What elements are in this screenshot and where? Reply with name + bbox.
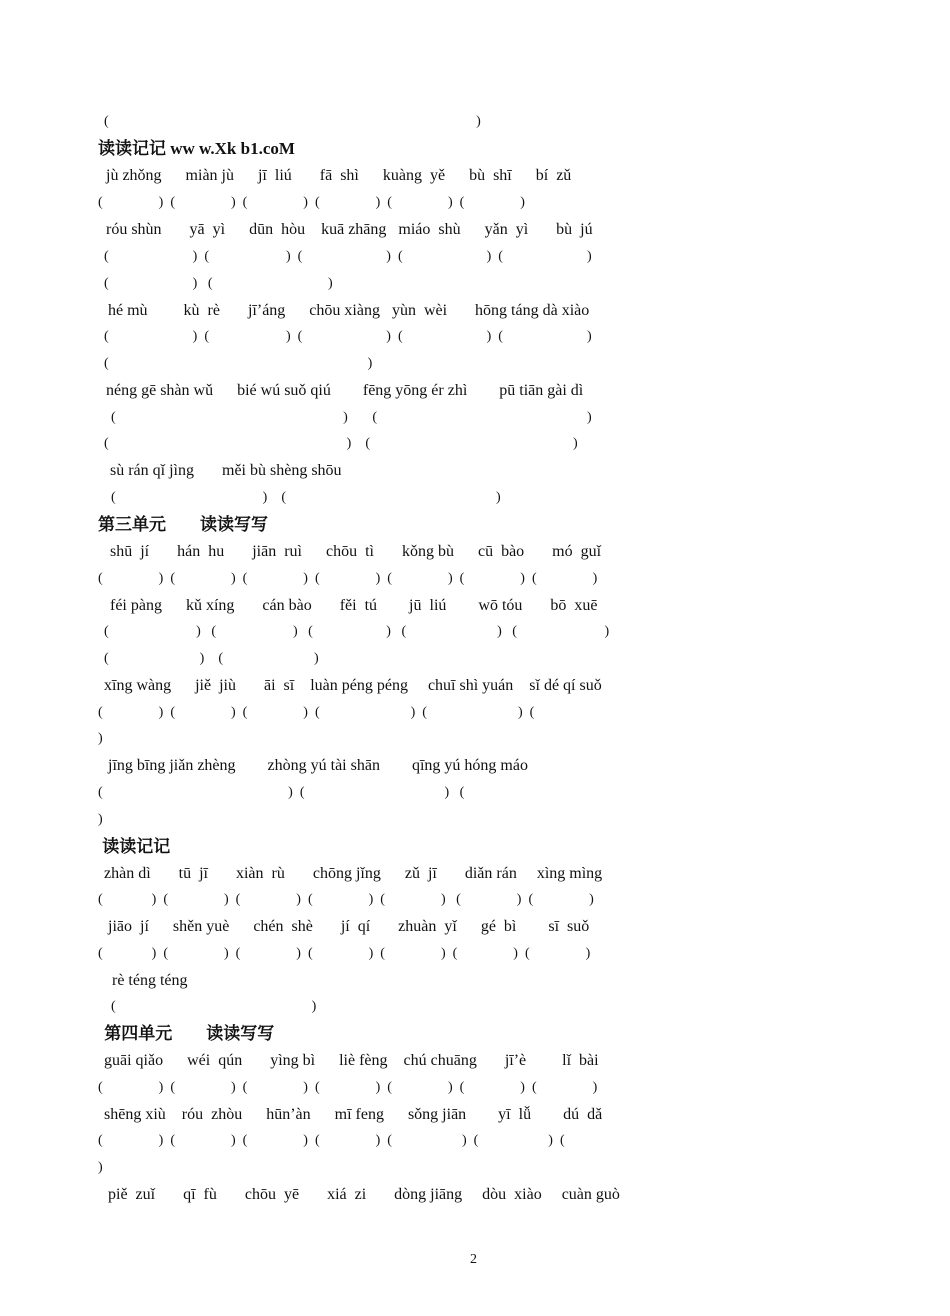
answer-blank-line: ) <box>98 731 103 746</box>
answer-blank-line: ( ) ( ) <box>104 651 319 666</box>
pinyin-line: guāi qiǎo wéi qún yìng bì liè fèng chú chuāng jī’è lǐ bài <box>100 1052 599 1069</box>
pinyin-line: hé mù kù rè jī’áng chōu xiàng yùn wèi hōng táng dà xiào <box>100 302 590 319</box>
pinyin-line: zhàn dì tū jī xiàn rù chōng jǐng zǔ jī diǎn rán xìng mìng <box>100 865 603 882</box>
answer-blank-line: ( ) ( ) <box>104 410 592 425</box>
answer-blank-line: ( ) ( ) ( ) ( ) ( ) ( ) ( ) <box>98 1080 598 1095</box>
answer-blank-line: ( ) ( ) ( ) ( ) ( ) <box>104 624 610 639</box>
answer-blank-line: ( ) <box>104 999 317 1014</box>
answer-blank-line: ( ) ( ) ( ) ( ) ( ) ( ) ( <box>98 1133 565 1148</box>
pinyin-line: piě zuǐ qī fù chōu yē xiá zi dòng jiāng dòu xiào cuàn guò <box>100 1186 620 1203</box>
pinyin-line: shū jí hán hu jiān ruì chōu tì kǒng bù cū bào mó guǐ <box>98 543 602 560</box>
pinyin-line: néng gē shàn wǔ bié wú suǒ qiú fēng yōng ér zhì pū tiān gài dì <box>98 382 584 399</box>
section-heading-du-du-ji-ji: 读读记记 <box>98 837 171 856</box>
pinyin-line: xīng wàng jiě jiù āi sī luàn péng péng chuī shì yuán sǐ dé qí suǒ <box>100 677 602 694</box>
answer-blank-line: ( ) ( ) <box>104 276 333 291</box>
page-number: 2 <box>470 1252 477 1267</box>
answer-blank-line: ( ) <box>104 356 373 371</box>
answer-blank-line: ( ) ( ) ( ) ( ) ( ) ( ) <box>98 195 525 210</box>
answer-blank-line: ( ) ( ) ( ) ( ) ( ) <box>104 249 592 264</box>
pinyin-line: jiāo jí shěn yuè chén shè jí qí zhuàn yǐ gé bì sī suǒ <box>100 918 590 935</box>
answer-blank-line: ) <box>98 1160 103 1175</box>
unit-four-heading: 第四单元 读读写写 <box>100 1024 275 1043</box>
answer-blank-line: ( ) ( ) ( <box>98 785 465 800</box>
answer-blank-line: ( ) ( ) ( ) ( ) ( ) ( ) ( ) <box>98 892 594 907</box>
pinyin-line: féi pàng kǔ xíng cán bào fěi tú jū liú wō tóu bō xuē <box>98 597 598 614</box>
pinyin-line: jù zhǒng miàn jù jī liú fā shì kuàng yě bù shī bí zǔ <box>98 167 572 184</box>
answer-blank-line: ( ) ( ) ( ) ( ) ( ) ( <box>98 705 535 720</box>
answer-blank-line: ( ) ( ) ( ) ( ) ( ) <box>104 329 592 344</box>
answer-blank-line: ( ) ( ) ( ) ( ) ( ) ( ) ( ) <box>98 571 598 586</box>
section-heading-du-du-ji-ji: 读读记记 ww w.Xk b1.coM <box>98 139 295 158</box>
unit-three-heading: 第三单元 读读写写 <box>98 515 268 534</box>
answer-blank-line: ( ) ( ) <box>104 436 578 451</box>
answer-blank-line: ( ) ( ) <box>104 490 501 505</box>
pinyin-line: róu shùn yā yì dūn hòu kuā zhāng miáo shù yǎn yì bù jú <box>98 221 593 238</box>
answer-blank-line: ) <box>98 812 103 827</box>
answer-blank-line: ( ) ( ) ( ) ( ) ( ) ( ) ( ) <box>98 946 591 961</box>
pinyin-line: shēng xiù róu zhòu hūn’àn mī feng sǒng jiān yī lǚ dú dǎ <box>100 1106 603 1123</box>
pinyin-line: rè téng téng <box>100 972 188 989</box>
answer-blank-line: ( ) <box>104 114 481 129</box>
pinyin-line: jīng bīng jiǎn zhèng zhòng yú tài shān qīng yú hóng máo <box>100 757 528 774</box>
pinyin-line: sù rán qǐ jìng měi bù shèng shōu <box>102 462 342 479</box>
